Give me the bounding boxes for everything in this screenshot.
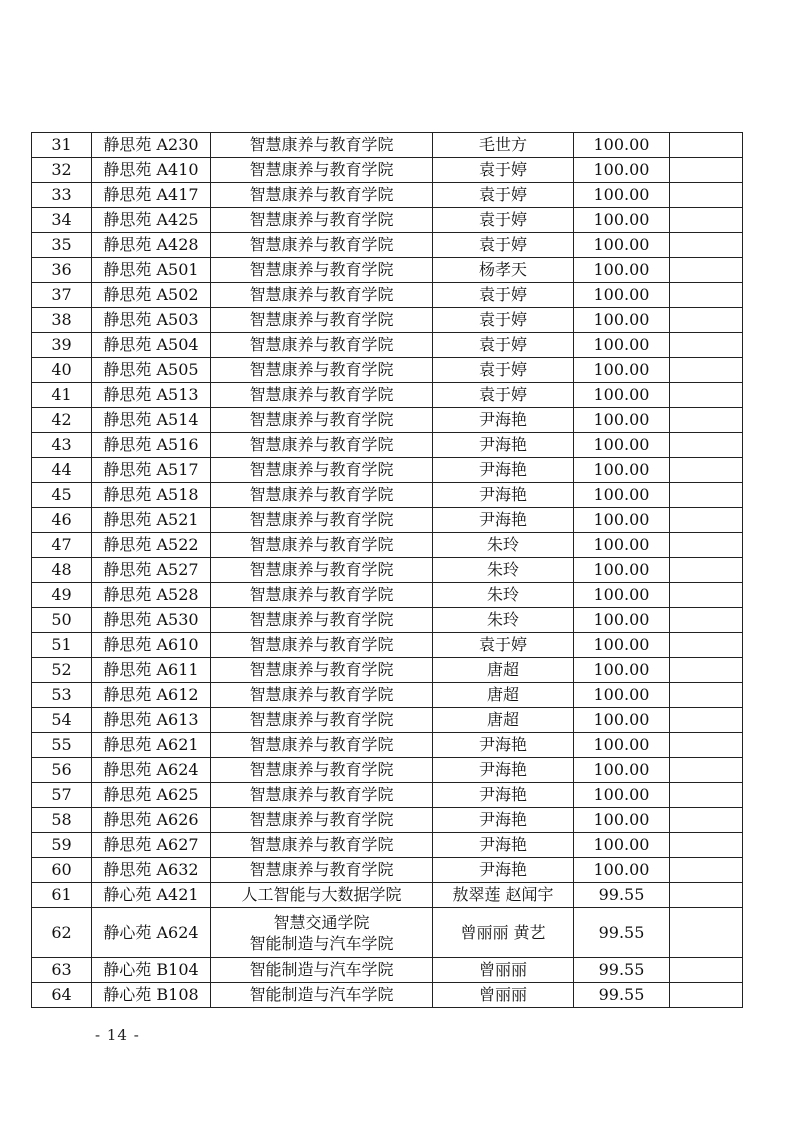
cell-staff: 朱玲 xyxy=(433,608,574,633)
cell-remark xyxy=(670,808,743,833)
cell-room: 静思苑 A625 xyxy=(92,783,211,808)
cell-score: 100.00 xyxy=(574,133,670,158)
cell-college xyxy=(211,708,433,733)
cell-staff: 袁于婷 xyxy=(433,208,574,233)
cell-staff: 唐超 xyxy=(433,658,574,683)
cell-remark xyxy=(670,983,743,1008)
cell-remark xyxy=(670,608,743,633)
cell-number: 54 xyxy=(32,708,92,733)
table-row xyxy=(32,658,743,683)
cell-score: 100.00 xyxy=(574,708,670,733)
college-name: 智慧康养与教育学院 xyxy=(249,410,394,429)
table-row xyxy=(32,208,743,233)
cell-staff: 袁于婷 xyxy=(433,233,574,258)
cell-score: 100.00 xyxy=(574,208,670,233)
college-name: 智慧康养与教育学院 xyxy=(249,385,394,404)
cell-remark xyxy=(670,208,743,233)
cell-number: 63 xyxy=(32,958,92,983)
cell-remark xyxy=(670,383,743,408)
college-name: 智慧康养与教育学院 xyxy=(249,635,394,654)
cell-staff: 曾丽丽 黄艺 xyxy=(433,908,574,958)
cell-score: 100.00 xyxy=(574,458,670,483)
cell-remark xyxy=(670,958,743,983)
cell-room: 静思苑 A626 xyxy=(92,808,211,833)
cell-room: 静思苑 A501 xyxy=(92,258,211,283)
cell-remark xyxy=(670,883,743,908)
table-row xyxy=(32,333,743,358)
cell-score: 100.00 xyxy=(574,233,670,258)
cell-college xyxy=(211,583,433,608)
cell-staff: 毛世方 xyxy=(433,133,574,158)
college-name: 智慧康养与教育学院 xyxy=(249,660,394,679)
table-row xyxy=(32,633,743,658)
cell-score: 100.00 xyxy=(574,858,670,883)
cell-number: 45 xyxy=(32,483,92,508)
cell-room: 静思苑 A611 xyxy=(92,658,211,683)
table-row xyxy=(32,608,743,633)
cell-room: 静思苑 A230 xyxy=(92,133,211,158)
college-name: 人工智能与大数据学院 xyxy=(241,885,402,904)
cell-college xyxy=(211,183,433,208)
cell-staff: 尹海艳 xyxy=(433,783,574,808)
cell-college xyxy=(211,208,433,233)
cell-college xyxy=(211,683,433,708)
cell-room: 静心苑 A421 xyxy=(92,883,211,908)
cell-remark xyxy=(670,508,743,533)
cell-staff: 尹海艳 xyxy=(433,758,574,783)
cell-score: 100.00 xyxy=(574,383,670,408)
college-name: 智能制造与汽车学院 xyxy=(249,960,394,979)
cell-college xyxy=(211,233,433,258)
cell-score: 100.00 xyxy=(574,308,670,333)
cell-college xyxy=(211,758,433,783)
cell-number: 64 xyxy=(32,983,92,1008)
cell-remark xyxy=(670,833,743,858)
college-name: 智慧康养与教育学院 xyxy=(249,510,394,529)
cell-number: 61 xyxy=(32,883,92,908)
cell-staff: 尹海艳 xyxy=(433,833,574,858)
cell-score: 100.00 xyxy=(574,283,670,308)
cell-score: 100.00 xyxy=(574,833,670,858)
cell-staff: 袁于婷 xyxy=(433,308,574,333)
cell-college xyxy=(211,508,433,533)
cell-room: 静思苑 A610 xyxy=(92,633,211,658)
college-name: 智能制造与汽车学院 xyxy=(249,985,394,1004)
cell-number: 37 xyxy=(32,283,92,308)
cell-staff: 唐超 xyxy=(433,708,574,733)
cell-score: 100.00 xyxy=(574,733,670,758)
cell-remark xyxy=(670,558,743,583)
cell-college xyxy=(211,433,433,458)
cell-staff: 尹海艳 xyxy=(433,408,574,433)
college-name: 智慧康养与教育学院 xyxy=(249,710,394,729)
college-name: 智慧康养与教育学院 xyxy=(249,135,394,154)
college-name: 智慧康养与教育学院 xyxy=(249,185,394,204)
cell-staff: 敖翠莲 赵闻宇 xyxy=(433,883,574,908)
cell-score: 100.00 xyxy=(574,683,670,708)
cell-staff: 袁于婷 xyxy=(433,358,574,383)
table-row xyxy=(32,158,743,183)
college-name: 智慧康养与教育学院 xyxy=(249,485,394,504)
cell-remark xyxy=(670,408,743,433)
cell-college xyxy=(211,983,433,1008)
cell-room: 静思苑 A613 xyxy=(92,708,211,733)
cell-remark xyxy=(670,258,743,283)
table-row xyxy=(32,233,743,258)
cell-room: 静思苑 A527 xyxy=(92,558,211,583)
cell-number: 38 xyxy=(32,308,92,333)
college-name: 智慧康养与教育学院 xyxy=(249,810,394,829)
cell-college xyxy=(211,908,433,958)
cell-score: 99.55 xyxy=(574,958,670,983)
cell-staff: 袁于婷 xyxy=(433,183,574,208)
cell-college xyxy=(211,608,433,633)
cell-room: 静思苑 A624 xyxy=(92,758,211,783)
cell-room: 静思苑 A514 xyxy=(92,408,211,433)
cell-college xyxy=(211,783,433,808)
cell-number: 52 xyxy=(32,658,92,683)
table-row xyxy=(32,258,743,283)
cell-score: 100.00 xyxy=(574,158,670,183)
college-name: 智慧康养与教育学院 xyxy=(249,285,394,304)
cell-college xyxy=(211,158,433,183)
cell-staff: 尹海艳 xyxy=(433,808,574,833)
cell-staff: 袁于婷 xyxy=(433,283,574,308)
cell-score: 100.00 xyxy=(574,758,670,783)
cell-remark xyxy=(670,333,743,358)
college-name: 智能制造与汽车学院 xyxy=(249,933,394,953)
college-name: 智慧康养与教育学院 xyxy=(249,260,394,279)
table-row xyxy=(32,958,743,983)
cell-number: 59 xyxy=(32,833,92,858)
table-row xyxy=(32,908,743,958)
cell-room: 静思苑 A516 xyxy=(92,433,211,458)
cell-score: 100.00 xyxy=(574,633,670,658)
table-row xyxy=(32,808,743,833)
cell-college xyxy=(211,133,433,158)
cell-score: 100.00 xyxy=(574,433,670,458)
table-row xyxy=(32,183,743,208)
cell-room: 静思苑 A502 xyxy=(92,283,211,308)
cell-remark xyxy=(670,733,743,758)
cell-number: 41 xyxy=(32,383,92,408)
cell-college xyxy=(211,558,433,583)
cell-score: 99.55 xyxy=(574,883,670,908)
cell-staff: 朱玲 xyxy=(433,558,574,583)
table-row xyxy=(32,383,743,408)
cell-room: 静思苑 A632 xyxy=(92,858,211,883)
cell-number: 53 xyxy=(32,683,92,708)
college-name: 智慧康养与教育学院 xyxy=(249,685,394,704)
cell-staff: 尹海艳 xyxy=(433,433,574,458)
cell-staff: 尹海艳 xyxy=(433,483,574,508)
cell-college xyxy=(211,808,433,833)
cell-number: 43 xyxy=(32,433,92,458)
cell-score: 100.00 xyxy=(574,408,670,433)
cell-score: 100.00 xyxy=(574,608,670,633)
college-name: 智慧康养与教育学院 xyxy=(249,560,394,579)
cell-college xyxy=(211,308,433,333)
cell-remark xyxy=(670,308,743,333)
college-name: 智慧康养与教育学院 xyxy=(249,735,394,754)
cell-room: 静思苑 A425 xyxy=(92,208,211,233)
cell-staff: 朱玲 xyxy=(433,533,574,558)
cell-college xyxy=(211,483,433,508)
college-name: 智慧康养与教育学院 xyxy=(249,460,394,479)
cell-staff: 曾丽丽 xyxy=(433,958,574,983)
table-body xyxy=(32,133,743,1008)
cell-remark xyxy=(670,533,743,558)
table-row xyxy=(32,683,743,708)
cell-number: 56 xyxy=(32,758,92,783)
cell-number: 33 xyxy=(32,183,92,208)
college-name: 智慧康养与教育学院 xyxy=(249,760,394,779)
cell-staff: 尹海艳 xyxy=(433,508,574,533)
table-row xyxy=(32,758,743,783)
table-row xyxy=(32,858,743,883)
cell-score: 100.00 xyxy=(574,508,670,533)
college-name: 智慧康养与教育学院 xyxy=(249,610,394,629)
dormitory-score-table xyxy=(31,132,743,1008)
college-name: 智慧康养与教育学院 xyxy=(249,235,394,254)
cell-remark xyxy=(670,658,743,683)
cell-college xyxy=(211,958,433,983)
college-name: 智慧康养与教育学院 xyxy=(249,310,394,329)
cell-number: 51 xyxy=(32,633,92,658)
cell-staff: 唐超 xyxy=(433,683,574,708)
cell-score: 100.00 xyxy=(574,808,670,833)
cell-score: 100.00 xyxy=(574,783,670,808)
table-row xyxy=(32,358,743,383)
table-row xyxy=(32,508,743,533)
college-name: 智慧康养与教育学院 xyxy=(249,535,394,554)
cell-remark xyxy=(670,433,743,458)
cell-staff: 曾丽丽 xyxy=(433,983,574,1008)
cell-remark xyxy=(670,358,743,383)
cell-room: 静思苑 A518 xyxy=(92,483,211,508)
cell-number: 62 xyxy=(32,908,92,958)
cell-college xyxy=(211,858,433,883)
cell-remark xyxy=(670,483,743,508)
cell-college xyxy=(211,458,433,483)
cell-number: 57 xyxy=(32,783,92,808)
cell-room: 静思苑 A513 xyxy=(92,383,211,408)
cell-number: 48 xyxy=(32,558,92,583)
cell-remark xyxy=(670,758,743,783)
college-name: 智慧康养与教育学院 xyxy=(249,435,394,454)
cell-remark xyxy=(670,633,743,658)
cell-room: 静思苑 A410 xyxy=(92,158,211,183)
cell-room: 静思苑 A522 xyxy=(92,533,211,558)
college-name: 智慧康养与教育学院 xyxy=(249,585,394,604)
cell-score: 100.00 xyxy=(574,658,670,683)
cell-college xyxy=(211,533,433,558)
college-name: 智慧康养与教育学院 xyxy=(249,785,394,804)
cell-room: 静心苑 A624 xyxy=(92,908,211,958)
cell-college xyxy=(211,358,433,383)
cell-room: 静思苑 A521 xyxy=(92,508,211,533)
cell-remark xyxy=(670,133,743,158)
cell-remark xyxy=(670,158,743,183)
cell-college xyxy=(211,883,433,908)
cell-score: 100.00 xyxy=(574,358,670,383)
table-row xyxy=(32,833,743,858)
cell-score: 99.55 xyxy=(574,983,670,1008)
college-name: 智慧交通学院 xyxy=(273,912,370,932)
table-row xyxy=(32,283,743,308)
table-row xyxy=(32,133,743,158)
cell-staff: 尹海艳 xyxy=(433,858,574,883)
cell-room: 静思苑 A503 xyxy=(92,308,211,333)
cell-score: 99.55 xyxy=(574,908,670,958)
cell-room: 静思苑 A517 xyxy=(92,458,211,483)
cell-remark xyxy=(670,708,743,733)
cell-number: 47 xyxy=(32,533,92,558)
cell-remark xyxy=(670,783,743,808)
cell-college xyxy=(211,833,433,858)
cell-remark xyxy=(670,233,743,258)
cell-remark xyxy=(670,458,743,483)
cell-college xyxy=(211,658,433,683)
cell-room: 静心苑 B104 xyxy=(92,958,211,983)
cell-remark xyxy=(670,858,743,883)
cell-room: 静思苑 A530 xyxy=(92,608,211,633)
cell-room: 静思苑 A528 xyxy=(92,583,211,608)
table-row xyxy=(32,583,743,608)
cell-number: 40 xyxy=(32,358,92,383)
table-row xyxy=(32,308,743,333)
cell-staff: 尹海艳 xyxy=(433,458,574,483)
cell-number: 31 xyxy=(32,133,92,158)
cell-number: 58 xyxy=(32,808,92,833)
table-row xyxy=(32,533,743,558)
cell-room: 静思苑 A627 xyxy=(92,833,211,858)
cell-remark xyxy=(670,908,743,958)
college-name: 智慧康养与教育学院 xyxy=(249,360,394,379)
table-row xyxy=(32,708,743,733)
cell-score: 100.00 xyxy=(574,258,670,283)
cell-number: 34 xyxy=(32,208,92,233)
cell-room: 静思苑 A621 xyxy=(92,733,211,758)
cell-score: 100.00 xyxy=(574,483,670,508)
cell-number: 42 xyxy=(32,408,92,433)
cell-college xyxy=(211,633,433,658)
table-row xyxy=(32,883,743,908)
cell-room: 静思苑 A612 xyxy=(92,683,211,708)
table-row xyxy=(32,558,743,583)
cell-staff: 袁于婷 xyxy=(433,633,574,658)
table-row xyxy=(32,458,743,483)
cell-room: 静思苑 A417 xyxy=(92,183,211,208)
college-name: 智慧康养与教育学院 xyxy=(249,335,394,354)
cell-score: 100.00 xyxy=(574,533,670,558)
cell-remark xyxy=(670,683,743,708)
cell-score: 100.00 xyxy=(574,558,670,583)
cell-number: 50 xyxy=(32,608,92,633)
cell-number: 46 xyxy=(32,508,92,533)
cell-room: 静心苑 B108 xyxy=(92,983,211,1008)
college-name: 智慧康养与教育学院 xyxy=(249,860,394,879)
cell-score: 100.00 xyxy=(574,583,670,608)
cell-room: 静思苑 A505 xyxy=(92,358,211,383)
table-row xyxy=(32,733,743,758)
college-name: 智慧康养与教育学院 xyxy=(249,835,394,854)
college-name: 智慧康养与教育学院 xyxy=(249,160,394,179)
cell-number: 44 xyxy=(32,458,92,483)
table-row xyxy=(32,783,743,808)
page-number: - 14 - xyxy=(95,1026,140,1044)
cell-college xyxy=(211,383,433,408)
table-row xyxy=(32,483,743,508)
cell-staff: 朱玲 xyxy=(433,583,574,608)
cell-college xyxy=(211,283,433,308)
table-row xyxy=(32,983,743,1008)
cell-score: 100.00 xyxy=(574,333,670,358)
cell-number: 35 xyxy=(32,233,92,258)
cell-remark xyxy=(670,283,743,308)
cell-number: 55 xyxy=(32,733,92,758)
cell-staff: 袁于婷 xyxy=(433,333,574,358)
cell-college xyxy=(211,733,433,758)
cell-college xyxy=(211,258,433,283)
cell-staff: 杨孝天 xyxy=(433,258,574,283)
cell-room: 静思苑 A428 xyxy=(92,233,211,258)
cell-number: 49 xyxy=(32,583,92,608)
cell-remark xyxy=(670,583,743,608)
cell-room: 静思苑 A504 xyxy=(92,333,211,358)
cell-college xyxy=(211,408,433,433)
cell-staff: 尹海艳 xyxy=(433,733,574,758)
cell-staff: 袁于婷 xyxy=(433,158,574,183)
cell-number: 36 xyxy=(32,258,92,283)
cell-remark xyxy=(670,183,743,208)
table-row xyxy=(32,433,743,458)
cell-college xyxy=(211,333,433,358)
cell-number: 60 xyxy=(32,858,92,883)
cell-score: 100.00 xyxy=(574,183,670,208)
table-row xyxy=(32,408,743,433)
cell-staff: 袁于婷 xyxy=(433,383,574,408)
cell-number: 32 xyxy=(32,158,92,183)
cell-number: 39 xyxy=(32,333,92,358)
college-name: 智慧康养与教育学院 xyxy=(249,210,394,229)
